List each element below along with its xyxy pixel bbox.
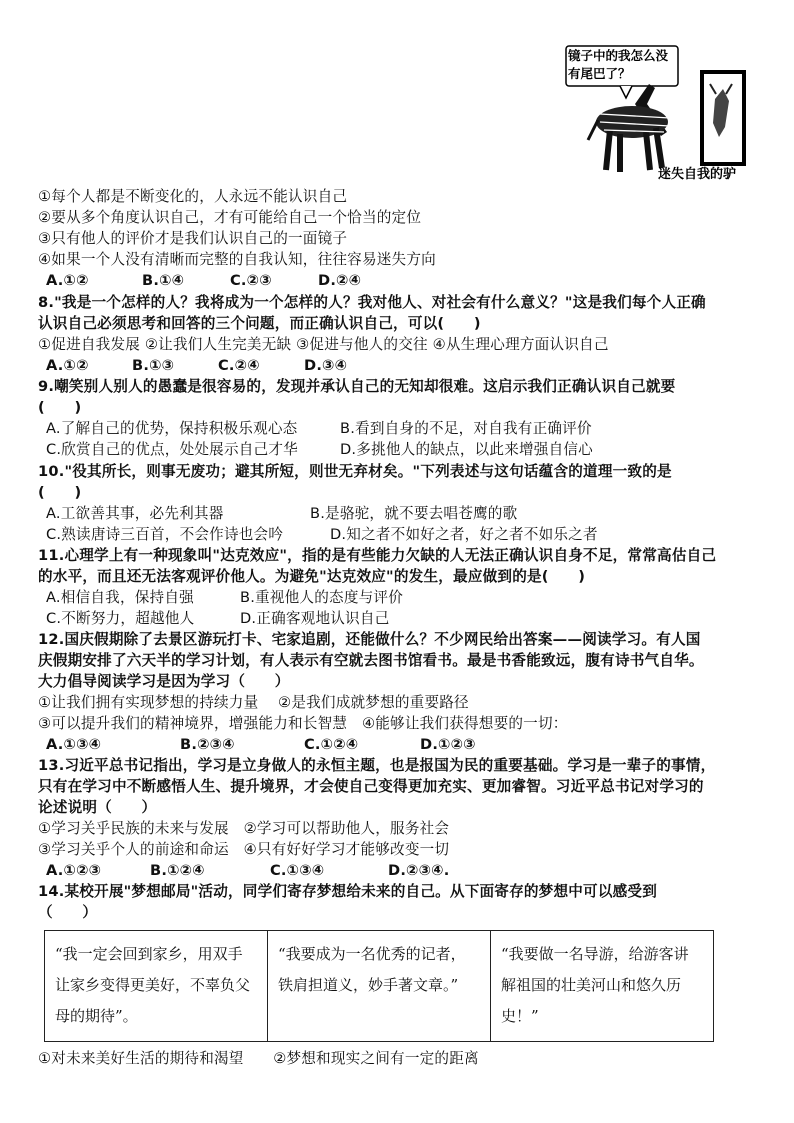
q12-option-c[interactable]: C.①②④ bbox=[304, 736, 359, 753]
q13-option-d[interactable]: D.②③④. bbox=[388, 862, 450, 879]
q13-statements-1: ①学习关乎民族的未来与发展 ②学习可以帮助他人，服务社会 bbox=[38, 820, 450, 837]
q10-stem-line-1: 10."役其所长，则事无废功；避其所短，则世无弃材矣。"下列表述与这句话蕴含的道理一致的是 bbox=[38, 463, 672, 480]
q8-option-c[interactable]: C.②④ bbox=[218, 357, 260, 374]
q12-stem-line-2: 庆假期安排了六天半的学习计划，有人表示有空就去图书馆看书。最是书香能致远，腹有诗书气自华。 bbox=[38, 652, 704, 669]
dream-table bbox=[44, 930, 714, 1042]
q13-option-a[interactable]: A.①②③ bbox=[46, 862, 102, 879]
q8-stem-line-2: 认识自己必须思考和回答的三个问题，而正确认识自己，可以( ) bbox=[38, 315, 481, 332]
q12-option-d[interactable]: D.①②③ bbox=[420, 736, 476, 753]
q11-option-c[interactable]: C.不断努力，超越他人 bbox=[46, 610, 195, 627]
q13-stem-line-3: 论述说明（ ） bbox=[38, 799, 157, 816]
q13-stem-line-1: 13.习近平总书记指出，学习是立身做人的永恒主题，也是报国为民的重要基础。学习是一辈子的事情， bbox=[38, 757, 716, 774]
q7-statement-4: ④如果一个人没有清晰而完整的自我认知，往往容易迷失方向 bbox=[38, 251, 436, 268]
q13-option-b[interactable]: B.①②④ bbox=[150, 862, 205, 879]
q7-statement-1: ①每个人都是不断变化的，人永远不能认识自己 bbox=[38, 188, 348, 205]
q8-option-a[interactable]: A.①② bbox=[46, 357, 89, 374]
q9-option-a[interactable]: A.了解自己的优势，保持积极乐观心态 bbox=[46, 420, 298, 437]
cartoon-caption: 迷失自我的驴 bbox=[658, 167, 737, 182]
q9-option-d[interactable]: D.多挑他人的缺点，以此来增强自信心 bbox=[340, 441, 593, 458]
q13-options bbox=[46, 860, 449, 881]
q12-option-a[interactable]: A.①③④ bbox=[46, 736, 102, 753]
bubble-text: 镜子中的我怎么没有尾巴了？ bbox=[568, 48, 669, 81]
donkey-figure bbox=[588, 84, 670, 172]
q8-options bbox=[46, 355, 347, 376]
q7-option-b[interactable]: B.①④ bbox=[142, 272, 185, 289]
dream-cell-1: “我一定会回到家乡，用双手让家乡变得更美好，不辜负父母的期待”。 bbox=[45, 931, 268, 1041]
q9-stem-line-1: 9.嘲笑别人别人的愚蠢是很容易的，发现并承认自己的无知却很难。这启示我们正确认识自己就要 bbox=[38, 378, 676, 395]
q10-option-a[interactable]: A.工欲善其事，必先利其器 bbox=[46, 505, 224, 522]
dream-cell-3: “我要做一名导游，给游客讲解祖国的壮美河山和悠久历史！” bbox=[501, 945, 689, 1025]
q12-stem-line-3: 大力倡导阅读学习是因为学习（ ） bbox=[38, 673, 290, 690]
q7-statement-2: ②要从多个角度认识自己，才有可能给自己一个恰当的定位 bbox=[38, 209, 422, 226]
q11-option-b[interactable]: B.重视他人的态度与评价 bbox=[240, 589, 403, 606]
q8-statements: ①促进自我发展 ②让我们人生完美无缺 ③促进与他人的交往 ④从生理心理方面认识自己 bbox=[38, 336, 609, 353]
q7-statement-3: ③只有他人的评价才是我们认识自己的一面镜子 bbox=[38, 230, 348, 247]
q14-statements-1: ①对未来美好生活的期待和渴望 ②梦想和现实之间有一定的距离 bbox=[38, 1050, 479, 1067]
q11-stem-line-2: 的水平，而且还无法客观评价他人。为避免"达克效应"的发生，最应做到的是( ) bbox=[38, 568, 586, 585]
q13-option-c[interactable]: C.①③④ bbox=[270, 862, 325, 879]
q7-option-d[interactable]: D.②④ bbox=[318, 272, 362, 289]
q10-option-d[interactable]: D.知之者不如好之者，好之者不如乐之者 bbox=[330, 526, 598, 543]
q8-option-d[interactable]: D.③④ bbox=[304, 357, 348, 374]
q12-stem-line-1: 12.国庆假期除了去景区游玩打卡、宅家追剧，还能做什么？不少网民给出答案——阅读学习。有人国 bbox=[38, 631, 701, 648]
q9-option-c[interactable]: C.欣赏自己的优点，处处展示自己才华 bbox=[46, 441, 298, 458]
speech-bubble bbox=[566, 46, 678, 98]
q10-option-b[interactable]: B.是骆驼，就不要去唱苍鹰的歌 bbox=[310, 505, 518, 522]
q12-statements-1: ①让我们拥有实现梦想的持续力量 ②是我们成就梦想的重要路径 bbox=[38, 694, 469, 711]
q9-option-b[interactable]: B.看到自身的不足，对自我有正确评价 bbox=[340, 420, 592, 437]
q10-option-c[interactable]: C.熟读唐诗三百首，不会作诗也会吟 bbox=[46, 526, 284, 543]
q13-statements-2: ③学习关乎个人的前途和命运 ④只有好好学习才能够改变一切 bbox=[38, 841, 450, 858]
q8-stem-line-1: 8."我是一个怎样的人？我将成为一个怎样的人？我对他人、对社会有什么意义？"这是我们每个人正确 bbox=[38, 294, 706, 311]
mirror bbox=[702, 72, 744, 164]
q14-stem-line-2: （ ） bbox=[38, 904, 98, 921]
q11-stem-line-1: 11.心理学上有一种现象叫"达克效应"，指的是有些能力欠缺的人无法正确认识自身不足，常常高估自己 bbox=[38, 547, 717, 564]
q7-option-c[interactable]: C.②③ bbox=[230, 272, 272, 289]
q8-option-b[interactable]: B.①③ bbox=[132, 357, 175, 374]
q10-stem-line-2: ( ) bbox=[38, 484, 82, 501]
q7-options bbox=[46, 270, 361, 291]
q12-option-b[interactable]: B.②③④ bbox=[180, 736, 235, 753]
q11-option-a[interactable]: A.相信自我，保持自强 bbox=[46, 589, 194, 606]
q14-stem-line-1: 14.某校开展"梦想邮局"活动，同学们寄存梦想给未来的自己。从下面寄存的梦想中可以感受到 bbox=[38, 883, 658, 900]
q11-option-d[interactable]: D.正确客观地认识自己 bbox=[240, 610, 390, 627]
q12-statements-2: ③可以提升我们的精神境界，增强能力和长智慧 ④能够让我们获得想要的一切： bbox=[38, 715, 568, 732]
q12-options bbox=[46, 734, 476, 755]
donkey-mirror-cartoon bbox=[560, 44, 760, 184]
q7-option-a[interactable]: A.①② bbox=[46, 272, 89, 289]
q9-stem-line-2: ( ) bbox=[38, 399, 82, 416]
q13-stem-line-2: 只有在学习中不断感悟人生、提升境界，才会使自己变得更加充实、更加睿智。习近平总书记对学习的 bbox=[38, 778, 704, 795]
dream-cell-2: “我要成为一名优秀的记者，铁肩担道义，妙手著文章。” bbox=[268, 931, 491, 1041]
